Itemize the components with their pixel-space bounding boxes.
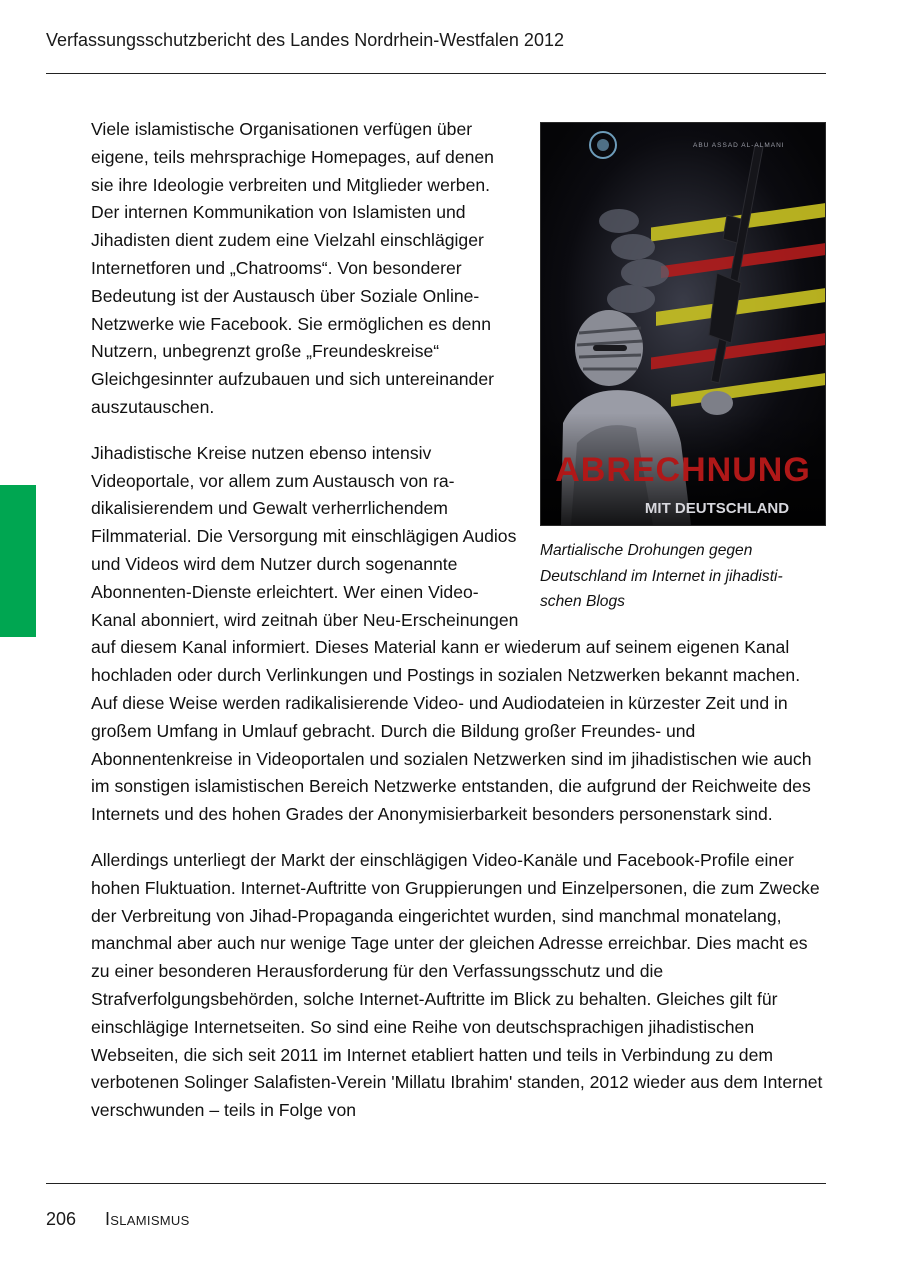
poster-subtitle: MIT DEUTSCHLAND xyxy=(644,500,790,517)
section-label: Islamismus xyxy=(105,1209,190,1229)
article-body xyxy=(91,116,826,1143)
footer-rule xyxy=(46,1183,826,1184)
poster-title: ABRECHNUNG xyxy=(555,451,811,489)
caption-line: Martialische Drohungen gegen xyxy=(540,542,753,559)
propaganda-poster-image xyxy=(540,122,826,526)
figure-caption xyxy=(540,538,826,615)
figure xyxy=(540,122,826,615)
poster-artwork xyxy=(541,123,825,525)
poster-byline: ABU ASSAD AL-ALMANI xyxy=(693,142,785,149)
chapter-side-tab xyxy=(0,485,36,637)
paragraph: Jihadistische Kreise nutzen ebenso intensiv Videoportale, vor allem zum Austausch von radikalisierendem und Gewalt verherrlichendem Filmmaterial. Die Versorgung mit einschlägigen Audios und Videos wird dem Nutzer durch sogenannte Abonnenten-Dienste erleichtert. Wer einen Video-Kanal abonniert, wird zeitnah über Neu-Erscheinungen auf diesem Kanal informiert. Dieses Material kann er wiederum auf seinem eigenen Kanal hochladen oder durch Verlinkungen und Postings in sozialen Netzwerken bekannt machen. Auf diese Weise werden radikalisierende Video- und Audiodateien in kürzester Zeit und in großem Umfang in Umlauf gebracht. Durch die Bildung großer Freundes- und Abonnentenkreise in Videoportalen und sozialen Netzwerken sind im jihadistischen wie auch im sonstigen islamistischen Bereich Netzwerke entstanden, die aufgrund der Reichweite des Internets und des hohen Grades der Anonymisierbarkeit besonders personenstark sind. xyxy=(91,442,812,825)
page-number: 206 xyxy=(46,1209,77,1229)
paragraph: Viele islamistische Organisationen verfügen über eigene, teils mehrsprachige Homepages, auf denen sie ihre Ideologie verbreiten und Mitglieder werben. Der internen Kommunikation von Islamisten und Jihadisten dient zudem eine Vielzahl einschlägiger Internetforen und „Chatrooms“. Von besonderer Bedeutung ist der Austausch über Soziale Online-Netzwerke wie Facebook. Sie ermöglichen es denn Nutzern, unbegrenzt große „Freundeskreise“ Gleichgesinnter aufzubauen und sich untereinander auszutauschen. xyxy=(91,119,494,417)
caption-line: Deutschland im Internet in jihadisti- xyxy=(540,567,783,585)
header-rule xyxy=(46,73,826,74)
paragraph: Allerdings unterliegt der Markt der einschlägigen Video-Kanäle und Facebook-Profile einer hohen Fluktuation. Internet-Auftritte von Gruppierungen und Einzelpersonen, die zum Zwecke der Verbreitung von Jihad-Propaganda eingerichtet wurden, sind manchmal monatelang, manchmal aber auch nur wenige Tage unter der gleichen Adresse erreichbar. Dies macht es zu einer besonderen Herausforderung für den Verfassungsschutz und die Strafverfolgungsbehörden, solche Internet-Auftritte im Blick zu behalten. Gleiches gilt für einschlägige Internetseiten. So sind eine Reihe von deutschsprachigen jihadistischen Webseiten, die sich seit 2011 im Internet etabliert hatten und teils in Verbindung zu dem verbotenen Solinger Salafisten-Verein 'Millatu Ibrahim' standen, 2012 wieder aus dem Internet verschwunden – teils in Folge von xyxy=(91,849,823,1121)
caption-line: schen Blogs xyxy=(540,593,625,611)
running-header: Verfassungsschutzbericht des Landes Nordrhein-Westfalen 2012 xyxy=(46,30,564,50)
